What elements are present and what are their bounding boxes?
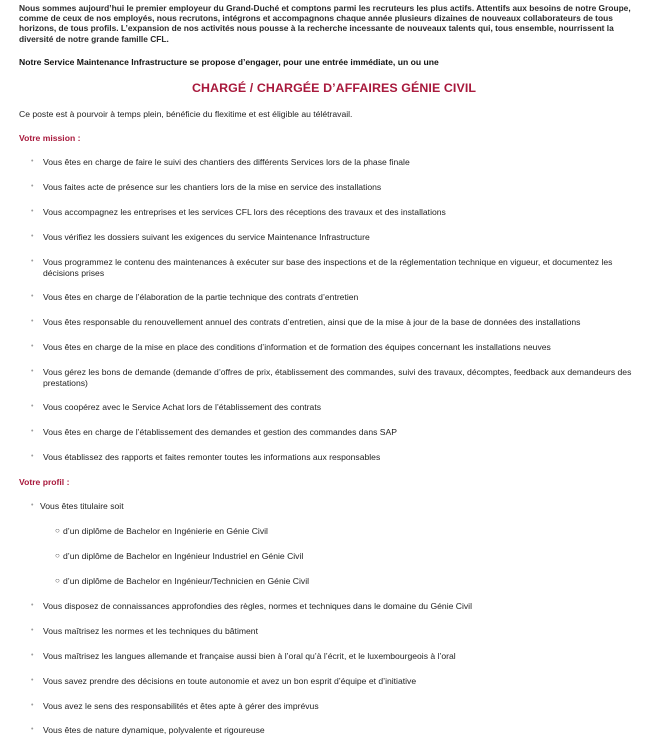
bullet-icon: • — [31, 403, 34, 410]
bullet-icon: • — [31, 726, 34, 733]
profile-heading: Votre profil : — [19, 477, 70, 487]
profile-item: Vous êtes titulaire soit — [40, 501, 124, 511]
profile-item: Vous êtes de nature dynamique, polyvalente et rigoureuse — [43, 725, 265, 735]
mission-item: Vous accompagnez les entreprises et les services CFL lors des réceptions des travaux et des installations — [43, 207, 446, 217]
bullet-icon: • — [31, 183, 34, 190]
bullet-icon: • — [31, 343, 34, 350]
profile-subitem: d’un diplôme de Bachelor en Ingénieur Industriel en Génie Civil — [63, 551, 304, 561]
bullet-icon: • — [31, 158, 34, 165]
mission-item: Vous faites acte de présence sur les chantiers lors de la mise en service des installations — [43, 182, 382, 192]
mission-heading: Votre mission : — [19, 133, 81, 143]
lead-sentence: Notre Service Maintenance Infrastructure se propose d’engager, pour une entrée immédiate, un ou une — [19, 57, 439, 67]
post-info: Ce poste est à pourvoir à temps plein, bénéficie du flexitime et est éligible au télétravail. — [19, 109, 353, 119]
mission-item: Vous vérifiez les dossiers suivant les exigences du service Maintenance Infrastructure — [43, 232, 370, 242]
circle-bullet-icon: ○ — [55, 576, 60, 585]
circle-bullet-icon: ○ — [55, 551, 60, 560]
bullet-icon: • — [31, 233, 34, 240]
bullet-icon: • — [31, 293, 34, 300]
bullet-icon: • — [31, 428, 34, 435]
bullet-icon: • — [31, 652, 34, 659]
bullet-icon: • — [31, 602, 34, 609]
bullet-icon: • — [31, 318, 34, 325]
mission-item: Vous êtes responsable du renouvellement annuel des contrats d’entretien, ainsi que de la mise à jour de la base de données des installations — [43, 317, 581, 327]
mission-item: Vous programmez le contenu des maintenances à exécuter sur base des inspections et de la réglementation technique en vigueur, et documentez les décisions prises — [43, 257, 613, 278]
circle-bullet-icon: ○ — [55, 526, 60, 535]
bullet-icon: • — [31, 627, 34, 634]
profile-item: Vous disposez de connaissances approfondies des règles, normes et techniques dans le domaine du Génie Civil — [43, 601, 472, 611]
mission-item: Vous êtes en charge de l’établissement des demandes et gestion des commandes dans SAP — [43, 427, 397, 437]
profile-item: Vous maîtrisez les langues allemande et française aussi bien à l’oral qu’à l’écrit, et le luxembourgeois à l’oral — [43, 651, 456, 661]
profile-item: Vous savez prendre des décisions en toute autonomie et avez un bon esprit d’équipe et d’initiative — [43, 676, 417, 686]
profile-subitem: d’un diplôme de Bachelor en Ingénieur/Technicien en Génie Civil — [63, 576, 310, 586]
mission-item: Vous êtes en charge de faire le suivi des chantiers des différents Services lors de la phase finale — [43, 157, 410, 167]
bullet-icon: • — [31, 368, 34, 375]
mission-item: Vous êtes en charge de l’élaboration de la partie technique des contrats d’entretien — [43, 292, 359, 302]
mission-item: Vous êtes en charge de la mise en place des conditions d’information et de formation des équipes concernant les installations neuves — [43, 342, 551, 352]
job-title: CHARGÉ / CHARGÉE D’AFFAIRES GÉNIE CIVIL — [191, 81, 477, 95]
mission-item: Vous établissez des rapports et faites remonter toutes les informations aux responsables — [43, 452, 381, 462]
profile-item: Vous avez le sens des responsabilités et êtes apte à gérer des imprévus — [43, 701, 319, 711]
bullet-icon: • — [31, 258, 34, 265]
bullet-icon: • — [31, 502, 34, 509]
bullet-icon: • — [31, 453, 34, 460]
intro-paragraph: Nous sommes aujourd’hui le premier employeur du Grand-Duché et comptons parmi les recruteurs les plus actifs. Attentifs aux besoins de notre Groupe, comme de ceux de nos employés, nous recrutons, intégrons et accompagnons chaque année plusieurs dizaines de nouveaux collaborateurs de tous horizons, de tous profils. L’expansion de nos activités nous pousse à la recherche incessante de nouveaux talents qui, tous ensemble, nourrissent la diversité de notre grande famille CFL. — [19, 3, 631, 44]
bullet-icon: • — [31, 702, 34, 709]
profile-subitem: d’un diplôme de Bachelor en Ingénierie en Génie Civil — [63, 526, 268, 536]
mission-item: Vous gérez les bons de demande (demande d’offres de prix, établissement des commandes, suivi des travaux, décomptes, feedback aux demandeurs des prestations) — [43, 367, 632, 388]
profile-item: Vous maîtrisez les normes et les techniques du bâtiment — [43, 626, 258, 636]
bullet-icon: • — [31, 677, 34, 684]
mission-item: Vous coopérez avec le Service Achat lors de l’établissement des contrats — [43, 402, 322, 412]
bullet-icon: • — [31, 208, 34, 215]
